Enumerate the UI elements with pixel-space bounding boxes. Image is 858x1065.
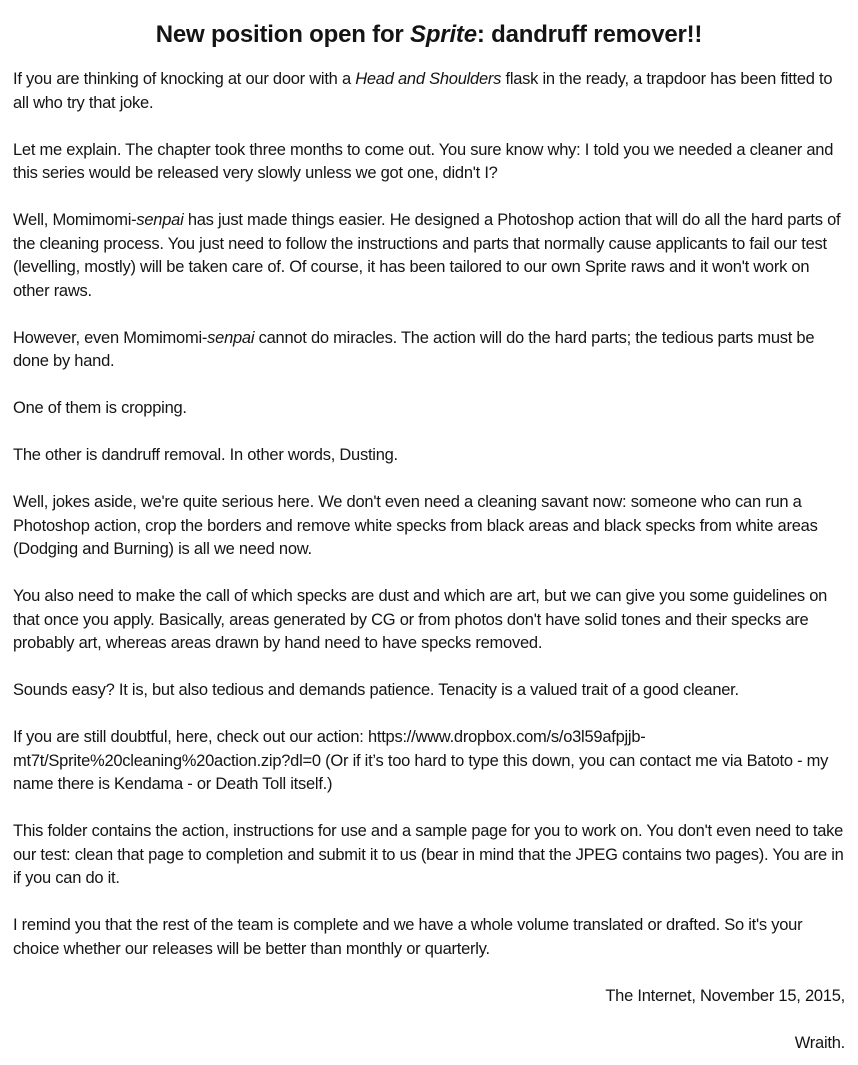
text-run: Let me explain. The chapter took three months to come out. You sure know why: I told you we needed a cleaner and this series would be released very slowly unless we got one, didn't I? <box>13 140 834 182</box>
text-run: If you are thinking of knocking at our door with a <box>13 70 356 88</box>
text-run: cannot do miracles. The action will do the hard parts; the tedious parts must be done by hand. <box>13 328 815 370</box>
text-run: The other is dandruff removal. In other words, Dusting. <box>13 446 398 464</box>
text-run: If you are still doubtful, here, check out our action: https://www.dropbox.com/s/o3l59afpjjb-mt7t/Sprite%20cleaning%20action.zip?dl=0 (Or if it’s too hard to type this down, you can contact me via Batoto - my name there is Kendama - or Death Toll itself.) <box>13 728 829 793</box>
signature-line: Wraith. <box>794 1033 845 1052</box>
paragraph <box>13 726 845 797</box>
paragraph <box>13 444 845 468</box>
text-run: has just made things easier. He designed a Photoshop action that will do all the hard parts of the cleaning process. You just need to follow the instructions and parts that normally cause applicants to fail our test (levelling, mostly) will be taken care of. Of course, it has been tailored to our own Sprite raws and it won't work on other raws. <box>13 211 841 300</box>
text-run: I remind you that the rest of the team is complete and we have a whole volume translated or drafted. So it's your choice whether our releases will be better than monthly or quarterly. <box>13 916 803 958</box>
paragraph <box>13 209 845 303</box>
text-run: However, even Momimomi- <box>13 328 208 347</box>
text-run: : dandruff remover!! <box>476 21 703 48</box>
italic-text-run: Head and Shoulders <box>355 70 502 88</box>
date-line: The Internet, November 15, 2015, <box>605 986 845 1005</box>
paragraph <box>13 914 845 961</box>
italic-text-run: senpai <box>207 328 255 347</box>
letter-title <box>13 20 845 50</box>
letter-body <box>13 68 845 961</box>
paragraph <box>13 491 845 562</box>
text-run: Sounds easy? It is, but also tedious and demands patience. Tenacity is a valued trait of a good cleaner. <box>13 681 739 699</box>
paragraph <box>13 327 845 374</box>
paragraph <box>13 397 845 421</box>
text-run: flask in the ready, a trapdoor has been fitted to all who try that joke. <box>13 70 833 112</box>
paragraph <box>13 679 845 703</box>
text-run: You also need to make the call of which specks are dust and which are art, but we can give you some guidelines on that once you apply. Basically, areas generated by CG or from photos don't have solid tones and their specks are probably art, whereas areas drawn by hand need to have specks removed. <box>13 587 828 652</box>
letter-closing <box>13 985 845 1056</box>
text-run: This folder contains the action, instructions for use and a sample page for you to work on. You don't even need to take our test: clean that page to completion and submit it to us (bear in mind that the JPEG contains two pages). You are in if you can do it. <box>13 822 844 887</box>
italic-text-run: Sprite <box>410 21 477 48</box>
paragraph <box>13 585 845 656</box>
paragraph <box>13 820 845 891</box>
text-run: One of them is cropping. <box>13 399 187 417</box>
paragraph <box>13 68 845 115</box>
text-run: Well, Momimomi- <box>13 211 137 229</box>
paragraph <box>13 139 845 186</box>
text-run: Well, jokes aside, we're quite serious here. We don't even need a cleaning savant now: someone who can run a Photoshop action, crop the borders and remove white specks from black areas and black specks from white areas (Dodging and Burning) is all we need now. <box>13 493 818 558</box>
italic-text-run: senpai <box>136 211 184 229</box>
text-run: New position open for <box>155 21 411 48</box>
